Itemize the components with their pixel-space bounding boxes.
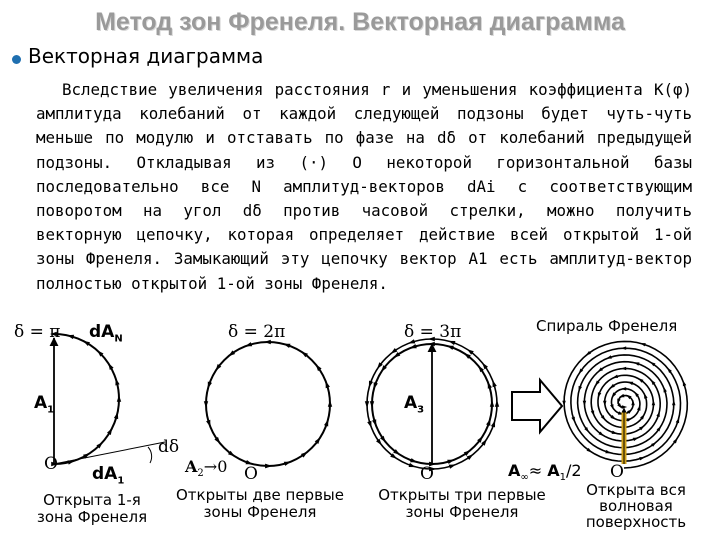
chain-arrowhead (68, 460, 75, 464)
subtitle: Векторная диаграмма (28, 44, 264, 68)
diagram-double-circle (367, 339, 497, 469)
chain-arrowhead (621, 367, 626, 371)
chain-arrowhead (562, 401, 566, 406)
caption-1: Открыта 1-я зона Френеля (36, 491, 148, 526)
chain-arrowhead (672, 400, 676, 405)
chain-arrowhead (208, 382, 212, 389)
chain-arrowhead (495, 400, 499, 407)
d2-a2-label: $A_2\to 0$ (185, 457, 228, 480)
chain-arrowhead (583, 401, 587, 406)
d3-delta-label: δ = 3π (404, 322, 462, 342)
paragraph-text: Вследствие увеличения расстояния r и уменьшения коэффициента K(φ) амплитуда колебаний от каждой следующей подзоны будет чуть-чуть меньше по модулю и отставать по фазе на dδ от колебаний предыдущей подзоны. Откладывая из (·) O некоторой горизонтальной базы последовательно все N амплитуд-векторов dAi с соответствующим поворотом на угол dδ против часовой стрелки, можно получить векторную цепочку, которая определяет действие всей открытой 1-ой зоны Френеля. Замыкающий эту цепочку вектор A1 есть амплитуд-вектор полностью открытой 1-ой зоны Френеля. (36, 80, 692, 293)
chain-arrowhead (117, 395, 121, 402)
d1-o-label: O (44, 454, 58, 474)
d1-ddelta-label: dδ (158, 437, 180, 457)
d1-dan-label: $dA_N$ (89, 322, 123, 345)
caption-4: Открыта вся волновая поверхность (585, 481, 687, 531)
chain-arrowhead (365, 401, 369, 408)
chain-arrowhead (628, 382, 634, 385)
chain-arrowhead (571, 417, 574, 423)
chain-arrowhead (283, 344, 290, 348)
chain-arrowhead (676, 418, 679, 424)
chain-arrowhead (664, 387, 667, 393)
caption-3: Открыты три первые зоны Френеля (378, 486, 546, 521)
chain-arrowhead (449, 465, 456, 469)
chain-arrowhead (598, 392, 601, 398)
chain-arrowhead (640, 343, 646, 346)
chain-arrows-1 (50, 332, 121, 466)
chain-arrowhead (652, 400, 656, 405)
chain-arrowhead (410, 344, 417, 348)
chain-arrowhead (370, 401, 374, 408)
chain-arrowhead (369, 381, 373, 388)
chain-arrowhead (326, 381, 330, 388)
slide-title: Метод зон Френеля. Векторная диаграмма (95, 8, 625, 36)
chain-arrowhead (605, 450, 611, 453)
chain-arrowhead (603, 401, 607, 406)
d1-delta-label: δ = π (14, 322, 61, 342)
chain-arrowhead (606, 355, 612, 358)
d2-delta-label: δ = 2π (228, 322, 286, 342)
chain-arrowhead (410, 458, 417, 462)
chain-arrowhead (447, 460, 454, 464)
spiral-title: Спираль Френеля (536, 317, 678, 335)
d4-o-label: O (610, 462, 624, 482)
d1-da1-label: $dA_1$ (92, 464, 125, 487)
chain-arrowhead (265, 464, 272, 468)
chain-arrowhead (591, 410, 594, 416)
chain-arrowhead (488, 382, 492, 389)
chain-arrowhead (634, 362, 640, 365)
chain-arrowhead (67, 335, 74, 339)
chain-arrowhead (610, 404, 613, 410)
chain-arrowhead (683, 381, 686, 387)
chain-arrowhead (206, 420, 210, 427)
chain-arrowhead (324, 419, 328, 426)
transition-arrow-icon (512, 380, 562, 432)
d2-o-label: O (244, 464, 258, 484)
chain-arrowhead (639, 457, 645, 460)
chain-arrowhead (245, 342, 252, 346)
d1-a1-label: $A_1$ (34, 393, 55, 416)
chain-arrowhead (114, 412, 118, 419)
chain-arrowhead (612, 431, 618, 434)
caption-2: Открыты две первые зоны Френеля (176, 486, 344, 521)
chain-arrowhead (204, 401, 208, 408)
chain-arrowhead (644, 393, 647, 399)
chain-arrowhead (619, 394, 625, 397)
chain-arrowhead (367, 421, 371, 428)
chain-arrowhead (621, 346, 626, 350)
chain-arrowhead (656, 411, 659, 417)
chain-arrowhead (486, 419, 490, 426)
chain-arrowhead (115, 378, 119, 385)
chain-arrowhead (637, 405, 640, 411)
chain-arrowhead (493, 380, 497, 387)
chain-arrowhead (613, 375, 619, 378)
chain-arrowhead (284, 462, 291, 466)
d3-a3-label: $A_3$ (404, 393, 425, 416)
diagram-full-circle (206, 342, 330, 466)
chain-arrowhead (409, 463, 416, 467)
chain-arrowhead (447, 346, 454, 350)
chain-arrowhead (579, 386, 582, 392)
chain-arrowhead (374, 382, 378, 389)
chain-arrowhead (372, 419, 376, 426)
d4-a-inf-label: $A_\infty\approx A_1/2$ (508, 461, 582, 484)
d3-o-label: O (420, 464, 434, 484)
chain-arrowhead (490, 400, 494, 407)
chain-arrowhead (491, 420, 495, 427)
chain-arrowhead (328, 400, 332, 407)
chain-arrows-2 (204, 340, 332, 468)
chain-arrowhead (633, 438, 639, 441)
chain-arrowhead (627, 418, 633, 421)
